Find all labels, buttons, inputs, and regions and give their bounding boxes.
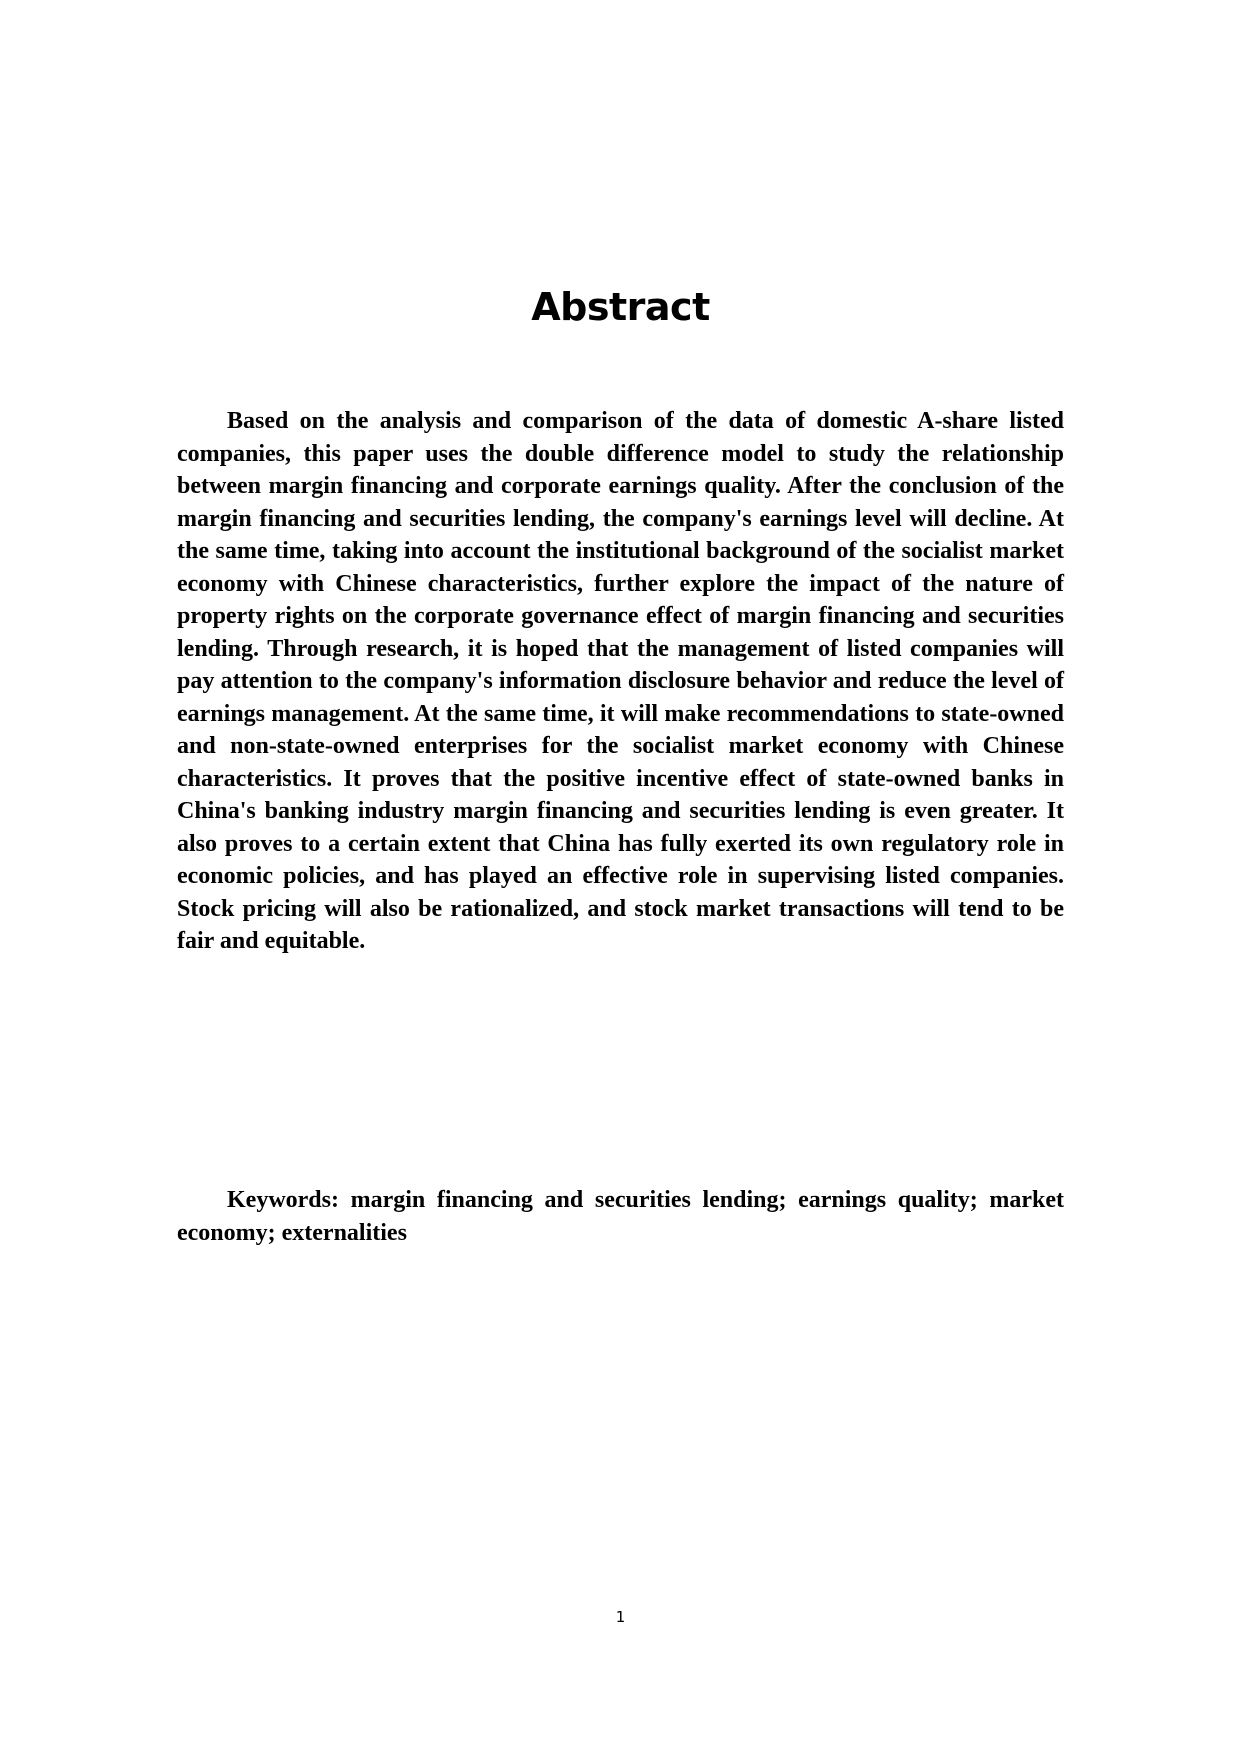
abstract-paragraph: Based on the analysis and comparison of the data of domestic A-share listed companies, this paper uses the double difference model to study the relationship between margin financing and corporate earnings quality. After the conclusion of the margin financing and securities lending, the company's earnings level will decline. At the same time, taking into account the institutional background of the socialist market economy with Chinese characteristics, further explore the impact of the nature of property rights on the corporate governance effect of margin financing and securities lending. Through research, it is hoped that the management of listed companies will pay attention to the company's information disclosure behavior and reduce the level of earnings management. At the same time, it will make recommendations to state-owned and non-state-owned enterprises for the socialist market economy with Chinese characteristics. It proves that the positive incentive effect of state-owned banks in China's banking industry margin financing and securities lending is even greater. It also proves to a certain extent that China has fully exerted its own regulatory role in economic policies, and has played an effective role in supervising listed companies. Stock pricing will also be rationalized, and stock market transactions will tend to be fair and equitable.: [177, 408, 1064, 954]
abstract-title: Abstract: [531, 285, 710, 329]
keywords-paragraph: Keywords: margin financing and securities lending; earnings quality; market economy; externalities: [177, 1187, 1064, 1246]
page-number: 1: [615, 1608, 626, 1626]
